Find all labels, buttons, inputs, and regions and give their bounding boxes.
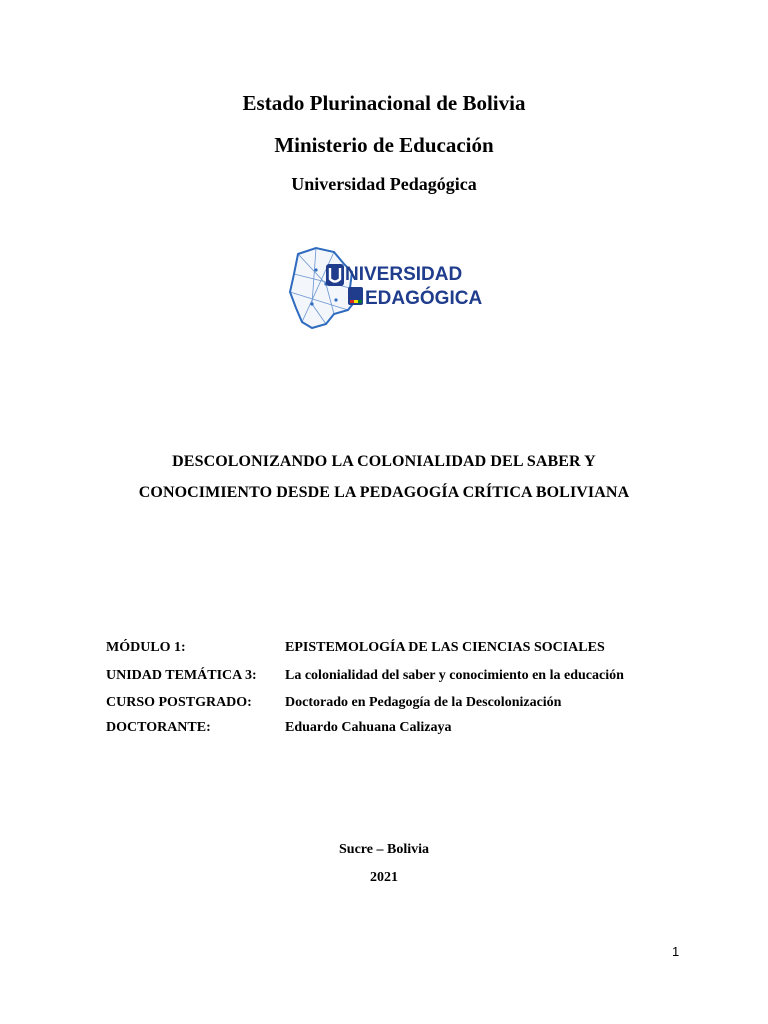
detail-value: EPISTEMOLOGÍA DE LAS CIENCIAS SOCIALES	[285, 640, 605, 655]
detail-label: DOCTORANTE:	[106, 720, 211, 735]
detail-label: UNIDAD TEMÁTICA 3:	[106, 668, 257, 683]
document-title-line2: CONOCIMIENTO DESDE LA PEDAGOGÍA CRÍTICA BOLIVIANA	[138, 484, 630, 501]
header-ministry: Ministerio de Educación	[274, 133, 494, 157]
logo-word-pedagogica: EDAGÓGICA	[365, 288, 483, 309]
detail-value: La colonialidad del saber y conocimiento en la educación	[285, 668, 624, 683]
header-university: Universidad Pedagógica	[291, 174, 477, 194]
detail-value: Eduardo Cahuana Calizaya	[285, 720, 452, 735]
detail-row-modulo	[106, 640, 666, 660]
detail-label: MÓDULO 1:	[106, 640, 186, 655]
detail-value: Doctorado en Pedagogía de la Descolonización	[285, 695, 562, 710]
detail-row-unidad	[106, 668, 666, 688]
document-title-line1: DESCOLONIZANDO LA COLONIALIDAD DEL SABER Y	[172, 453, 596, 470]
year-text: 2021	[370, 870, 398, 885]
header-state: Estado Plurinacional de Bolivia	[242, 91, 526, 115]
detail-label: CURSO POSTGRADO:	[106, 695, 252, 710]
detail-row-curso	[106, 695, 666, 715]
place-text: Sucre – Bolivia	[339, 842, 429, 857]
university-logo	[286, 244, 500, 336]
detail-row-doctorante	[106, 720, 666, 740]
logo-word-universidad: NIVERSIDAD	[345, 264, 463, 285]
page-number: 1	[672, 944, 680, 959]
bolivia-map-icon	[290, 248, 356, 328]
